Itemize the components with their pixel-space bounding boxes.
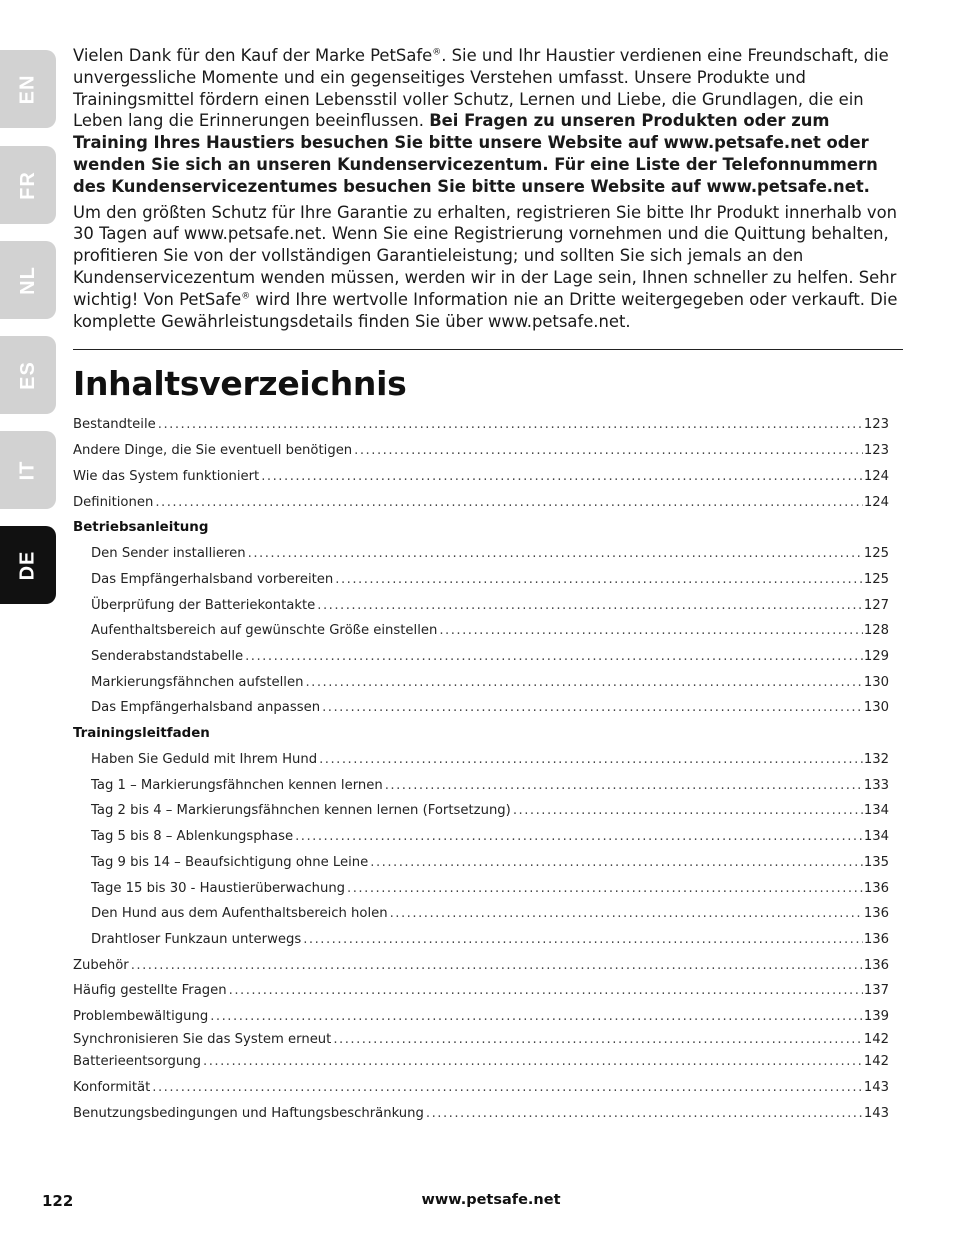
toc-entry[interactable]: Synchronisieren Sie das System erneut ..... 142: [73, 1032, 889, 1047]
tab-label: NL: [16, 265, 39, 295]
divider: [73, 349, 903, 350]
tab-fr[interactable]: [0, 146, 56, 224]
toc-entry[interactable]: Häufig gestellte Fragen ..... 137: [73, 983, 889, 998]
toc-entry[interactable]: Tage 15 bis 30 - Haustierüberwachung ..... 136: [91, 881, 889, 896]
toc-entry[interactable]: Das Empfängerhalsband anpassen ..... 130: [91, 700, 889, 715]
toc-entry[interactable]: Zubehör ..... 136: [73, 958, 889, 973]
toc-entry[interactable]: Problembewältigung ..... 139: [73, 1009, 889, 1024]
toc-entry[interactable]: Andere Dinge, die Sie eventuell benötigen ..... 123: [73, 443, 889, 458]
tab-it[interactable]: [0, 431, 56, 509]
tab-label: EN: [16, 74, 39, 104]
toc-entry[interactable]: Tag 2 bis 4 – Markierungsfähnchen kennen lernen (Fortsetzung) ..... 134: [91, 803, 889, 818]
toc-entry[interactable]: Definitionen ..... 124: [73, 495, 889, 510]
toc-entry[interactable]: Senderabstandstabelle ..... 129: [91, 649, 889, 664]
footer-url: www.petsafe.net: [421, 1192, 561, 1208]
toc-section-heading: Betriebsanleitung: [73, 520, 209, 535]
toc-entry[interactable]: Das Empfängerhalsband vorbereiten ..... 125: [91, 572, 889, 587]
toc-entry[interactable]: Tag 5 bis 8 – Ablenkungsphase ..... 134: [91, 829, 889, 844]
toc-entry[interactable]: Haben Sie Geduld mit Ihrem Hund ..... 132: [91, 752, 889, 767]
intro-paragraph-1: Vielen Dank für den Kauf der Marke PetSafe®. Sie und Ihr Haustier verdienen eine Freundschaft, die unvergessliche Momente und ein gegenseitiges Verstehen umfasst. Unsere Produkte und Trainingsmittel fördern einen Lebensstil voller Schutz, Lernen und Liebe, die Grundlagen, die ein Leben lang die Erinnerungen beeinflussen. Bei Fragen zu unseren Produkten oder zum Training Ihres Haustiers besuchen Sie bitte unsere Website auf www.petsafe.net oder wenden Sie sich an unseren Kundenservicezentum. Für eine Liste der Telefonnummern des Kundenservicezentumes besuchen Sie bitte unsere Website auf www.petsafe.net.: [73, 46, 889, 196]
toc-entry[interactable]: Konformität ..... 143: [73, 1080, 889, 1095]
tab-es[interactable]: [0, 336, 56, 414]
toc-entry[interactable]: Aufenthaltsbereich auf gewünschte Größe einstellen ..... 128: [91, 623, 889, 638]
toc-section-heading: Trainingsleitfaden: [73, 726, 210, 741]
toc-entry[interactable]: Markierungsfähnchen aufstellen ..... 130: [91, 675, 889, 690]
toc-entry[interactable]: Tag 1 – Markierungsfähnchen kennen lernen ..... 133: [91, 778, 889, 793]
tab-label: IT: [16, 460, 39, 480]
toc-entry[interactable]: Batterieentsorgung ..... 142: [73, 1054, 889, 1069]
toc-entry[interactable]: Den Hund aus dem Aufenthaltsbereich holen ..... 136: [91, 906, 889, 921]
toc-entry[interactable]: Überprüfung der Batteriekontakte ..... 127: [91, 598, 889, 613]
toc-entry[interactable]: Den Sender installieren ..... 125: [91, 546, 889, 561]
toc-entry[interactable]: Benutzungsbedingungen und Haftungsbeschränkung ..... 143: [73, 1106, 889, 1121]
page-title: Inhaltsverzeichnis: [73, 364, 407, 403]
toc-entry[interactable]: Drahtloser Funkzaun unterwegs ..... 136: [91, 932, 889, 947]
intro-paragraph-2: Um den größten Schutz für Ihre Garantie zu erhalten, registrieren Sie bitte Ihr Produkt innerhalb von 30 Tagen auf www.petsafe.net. Wenn Sie eine Registrierung vornehmen und die Quittung behalten, profitieren Sie von der vollständigen Garantieleistung; und sollten Sie sich jemals an den Kundenservicezentum wenden müssen, werden wir in der Lage sein, Ihnen schneller zu helfen. Sehr wichtig! Von PetSafe® wird Ihre wertvolle Information nie an Dritte weitergegeben oder verkauft. Die komplette Gewährleistungsdetails finden Sie über www.petsafe.net.: [73, 202, 898, 331]
tab-label: ES: [16, 360, 39, 390]
toc-entry[interactable]: Tag 9 bis 14 – Beaufsichtigung ohne Leine ..... 135: [91, 855, 889, 870]
tab-label: DE: [16, 550, 39, 580]
tab-label: FR: [16, 170, 39, 200]
tab-en[interactable]: [0, 50, 56, 128]
intro-text: [73, 45, 905, 332]
toc-entry[interactable]: Bestandteile ..... 123: [73, 417, 889, 432]
toc-entry[interactable]: Wie das System funktioniert ..... 124: [73, 469, 889, 484]
page-number: 122: [42, 1192, 74, 1210]
intro-contact-note: Bei Fragen zu unseren Produkten oder zum Training Ihres Haustiers besuchen Sie bitte unsere Website auf www.petsafe.net oder wenden Sie sich an unseren Kundenservicezentum. Für eine Liste der Telefonnummern des Kundenservicezentumes besuchen Sie bitte unsere Website auf www.petsafe.net.: [73, 111, 878, 196]
tab-de[interactable]: [0, 526, 56, 604]
tab-nl[interactable]: [0, 241, 56, 319]
